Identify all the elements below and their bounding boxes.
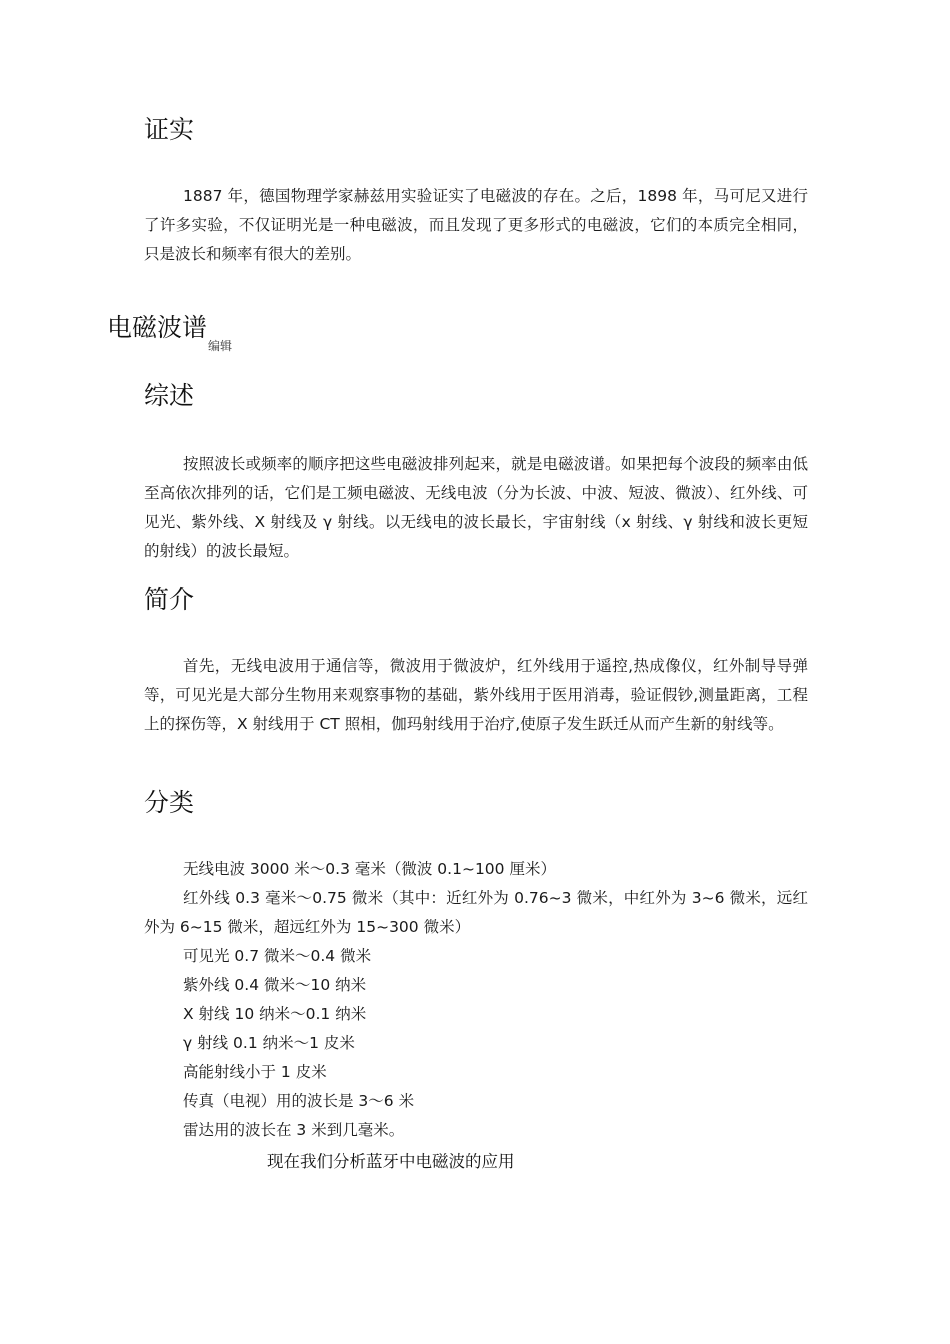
- heading-spectrum: [107, 306, 232, 354]
- heading-spectrum-title: 电磁波谱: [107, 313, 208, 342]
- list-item: 雷达用的波长在 3 米到几毫米。: [183, 1121, 405, 1139]
- edit-link[interactable]: 编辑: [208, 339, 233, 353]
- heading-overview: 综述: [144, 381, 195, 410]
- heading-confirm: 证实: [144, 115, 195, 144]
- paragraph-intro: 首先，无线电波用于通信等，微波用于微波炉，红外线用于遥控,热成像仪，红外制导导弹等，可见光是大部分生物用来观察事物的基础，紫外线用于医用消毒，验证假钞,测量距离，工程上的探伤等，X 射线用于 CT 照相，伽玛射线用于治疗,使原子发生跃迁从而产生新的射线等。: [144, 657, 808, 733]
- paragraph-confirm: 1887 年，德国物理学家赫兹用实验证实了电磁波的存在。之后，1898 年，马可尼又进行了许多实验，不仅证明光是一种电磁波，而且发现了更多形式的电磁波，它们的本质完全相同，只是波长和频率有很大的差别。: [144, 187, 808, 263]
- closing-line: 现在我们分析蓝牙中电磁波的应用: [267, 1152, 515, 1171]
- list-item: X 射线 10 纳米～0.1 纳米: [183, 1005, 367, 1023]
- list-item: 可见光 0.7 微米～0.4 微米: [183, 947, 372, 965]
- list-item: γ 射线 0.1 纳米～1 皮米: [183, 1034, 355, 1052]
- list-item: 紫外线 0.4 微米～10 纳米: [183, 976, 367, 994]
- heading-intro: 简介: [144, 585, 195, 614]
- list-item: 无线电波 3000 米～0.3 毫米（微波 0.1~100 厘米）: [183, 860, 556, 878]
- paragraph-overview: 按照波长或频率的顺序把这些电磁波排列起来，就是电磁波谱。如果把每个波段的频率由低至高依次排列的话，它们是工频电磁波、无线电波（分为长波、中波、短波、微波）、红外线、可见光、紫外线、X 射线及 γ 射线。以无线电的波长最长，宇宙射线（x 射线、γ 射线和波长更短的射线）的波长最短。: [144, 455, 808, 560]
- classification-list: [144, 855, 808, 1145]
- list-item: 传真（电视）用的波长是 3～6 米: [183, 1092, 415, 1110]
- list-item: 高能射线小于 1 皮米: [183, 1063, 327, 1081]
- list-item: 红外线 0.3 毫米～0.75 微米（其中：近红外为 0.76~3 微米，中红外为 3~6 微米，远红外为 6~15 微米，超远红外为 15~300 微米）: [144, 889, 808, 936]
- heading-classification: 分类: [144, 788, 195, 817]
